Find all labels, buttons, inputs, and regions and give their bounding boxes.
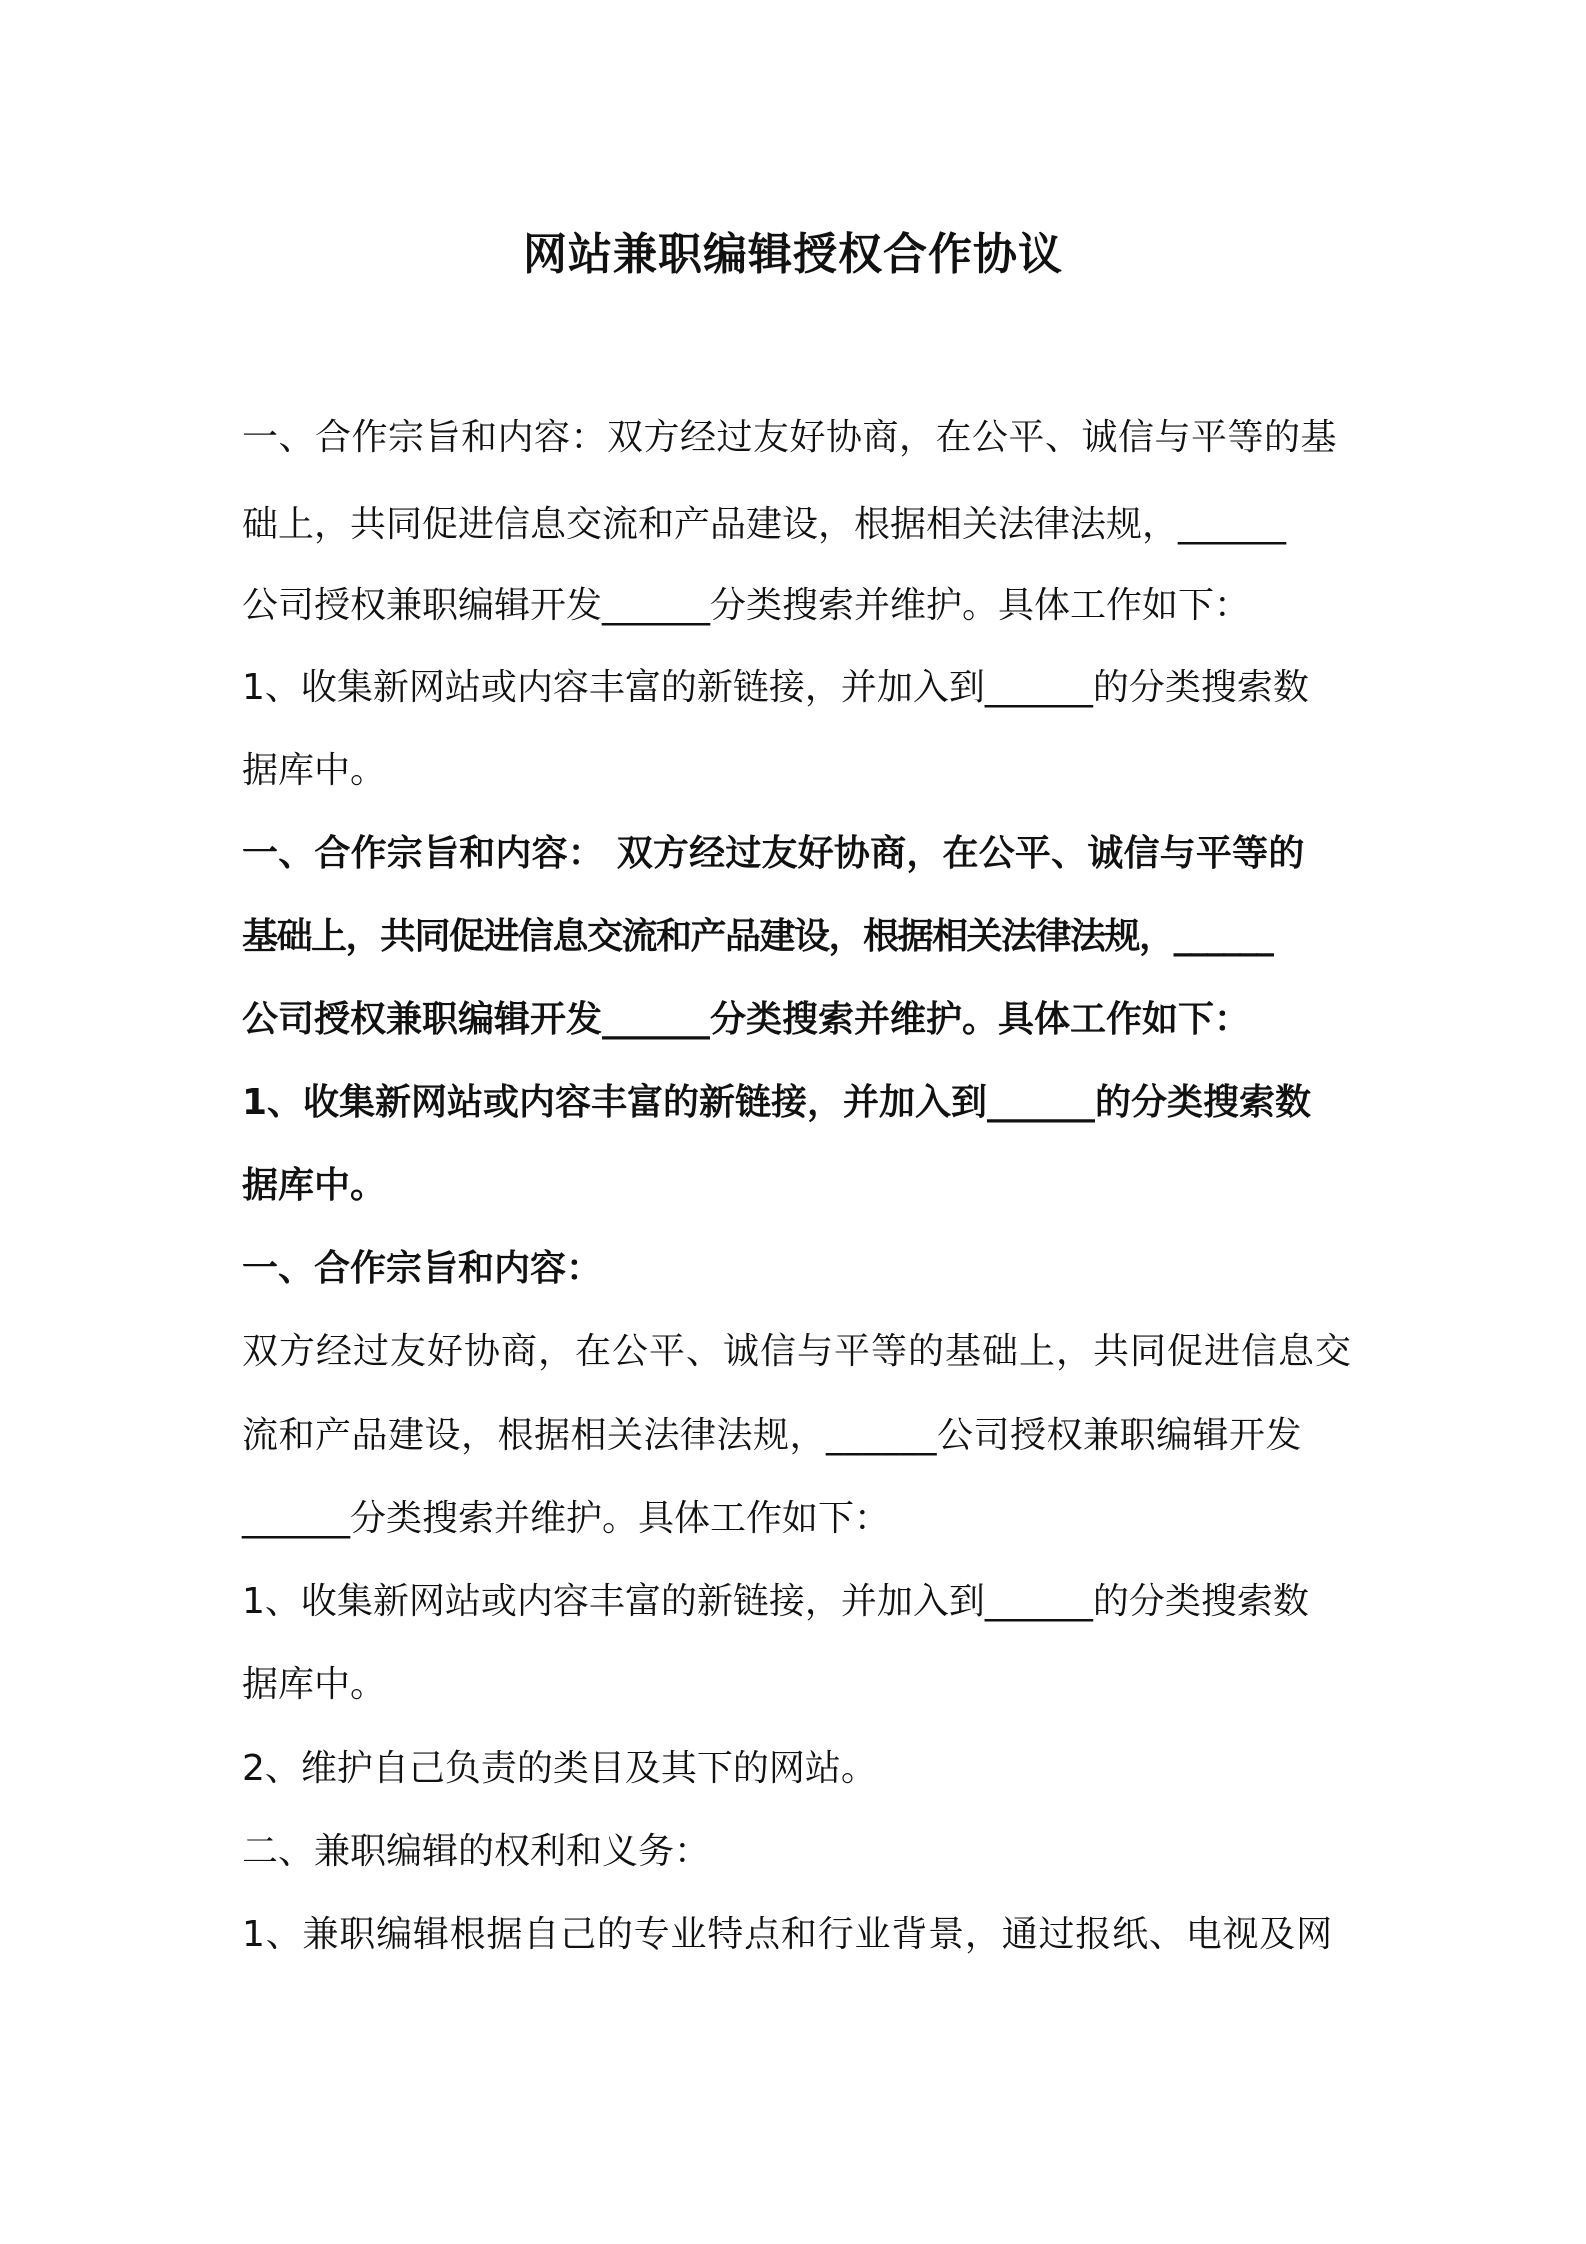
paragraph-line: 据库中。 xyxy=(242,1664,387,1705)
paragraph-line: 据库中。 xyxy=(242,750,387,791)
paragraph-line: 一、合作宗旨和内容：双方经过友好协商，在公平、诚信与平等的基 xyxy=(242,417,1338,458)
paragraph-line: 1、收集新网站或内容丰富的新链接，并加入到______的分类搜索数 xyxy=(242,1082,1312,1123)
paragraph-line: 1、兼职编辑根据自己的专业特点和行业背景，通过报纸、电视及网 xyxy=(242,1914,1333,1955)
paragraph-line: 2、维护自己负责的类目及其下的网站。 xyxy=(242,1748,877,1789)
document-title: 网站兼职编辑授权合作协议 xyxy=(523,229,1063,280)
paragraph-line: 基础上，共同促进信息交流和产品建设，根据相关法律法规，______ xyxy=(242,916,1273,957)
paragraph-line: 公司授权兼职编辑开发______分类搜索并维护。具体工作如下： xyxy=(242,585,1251,626)
paragraph-line: 1、收集新网站或内容丰富的新链接，并加入到______的分类搜索数 xyxy=(242,667,1309,708)
paragraph-line: 流和产品建设，根据相关法律法规，______公司授权兼职编辑开发 xyxy=(242,1415,1303,1456)
paragraph-line: 据库中。 xyxy=(242,1165,387,1206)
paragraph-line: ______分类搜索并维护。具体工作如下： xyxy=(242,1498,891,1539)
paragraph-line: 双方经过友好协商，在公平、诚信与平等的基础上，共同促进信息交 xyxy=(242,1331,1353,1372)
paragraph-line: 1、收集新网站或内容丰富的新链接，并加入到______的分类搜索数 xyxy=(242,1581,1309,1622)
paragraph-line: 一、合作宗旨和内容： xyxy=(242,1248,603,1289)
paragraph-line: 二、兼职编辑的权利和义务： xyxy=(242,1831,711,1872)
paragraph-line: 公司授权兼职编辑开发______分类搜索并维护。具体工作如下： xyxy=(242,999,1251,1040)
paragraph-line: 础上，共同促进信息交流和产品建设，根据相关法律法规，______ xyxy=(242,504,1287,545)
paragraph-line: 一、合作宗旨和内容： 双方经过友好协商，在公平、诚信与平等的 xyxy=(242,833,1305,874)
